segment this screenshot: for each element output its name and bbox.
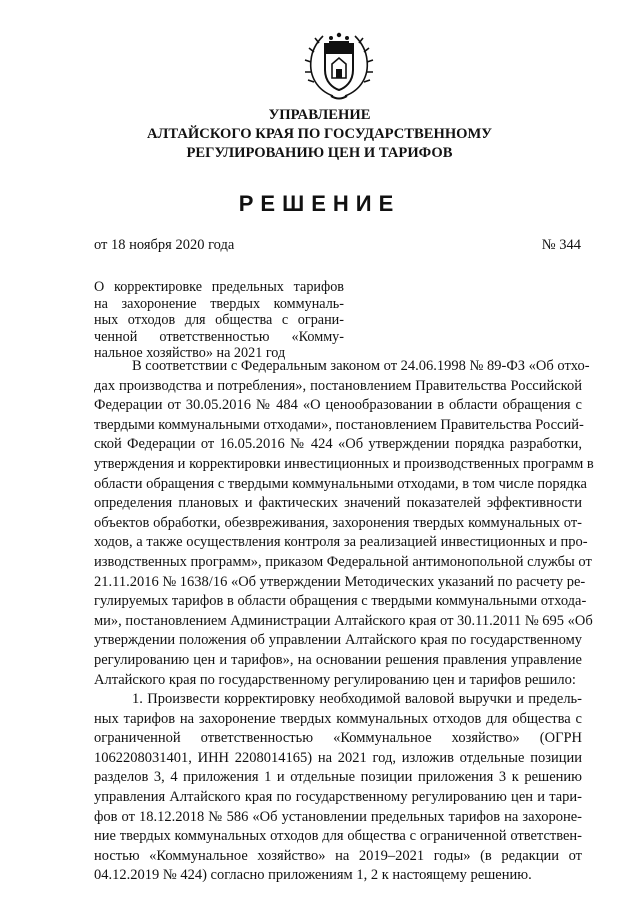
text-line: утверждения и корректировки инвестиционных и производственных программ в	[94, 455, 594, 472]
text-line: 1. Произвести корректировку необходимой валовой выручки и предель-	[132, 691, 582, 708]
text-line: ской Федерации от 16.05.2016 № 424 «Об утверждении порядка разработки,	[94, 436, 582, 453]
text-line: утверждении положения об управлении Алтайского края по государственному	[94, 632, 582, 649]
text-line: Федерации от 30.05.2016 № 484 «О ценообразовании в области обращения с	[94, 397, 582, 414]
text-line: ние твердых коммунальных отходов для общества с ограниченной ответствен-	[94, 828, 582, 845]
altai-krai-coat-of-arms-icon	[303, 26, 375, 102]
document-date: от 18 ноября 2020 года	[94, 237, 235, 253]
text-line: ми», постановлением Администрации Алтайского края от 30.11.2011 № 695 «Об	[94, 612, 593, 629]
text-line: 04.12.2019 № 424) согласно приложениям 1, 2 к настоящему решению.	[94, 867, 532, 884]
subject-line: ченной ответственностью «Комму-	[94, 328, 344, 345]
document-subject	[94, 279, 344, 362]
text-line: Алтайского края по государственному регулированию цен и тарифов решило:	[94, 671, 576, 688]
text-line: твердыми коммунальными отходами», постановлением Правительства Россий-	[94, 416, 584, 433]
decision-item-1	[94, 690, 582, 886]
document-number: № 344	[541, 237, 581, 253]
subject-line: ных отходов для общества с ограни-	[94, 312, 344, 328]
preamble-paragraph	[94, 357, 594, 690]
text-line: области обращения с твердыми коммунальными отходами, в том числе порядка	[94, 475, 587, 492]
text-line: ограниченной ответственностью «Коммунальное хозяйство» (ОГРН	[94, 730, 582, 747]
text-line: 1062208031401, ИНН 2208014165) на 2021 год, изложив отдельные позиции	[94, 749, 582, 766]
agency-line: УПРАВЛЕНИЕ	[268, 107, 371, 123]
text-line: объектов обработки, обезвреживания, захоронения твердых коммунальных от-	[94, 514, 582, 531]
document-type-title: РЕШЕНИЕ	[238, 191, 401, 216]
text-line: ходов, а также осуществления контроля за реализацией инвестиционных и про-	[94, 534, 588, 551]
subject-line: нальное хозяйство» на 2021 год	[94, 345, 286, 361]
text-line: определения плановых и фактических значений показателей эффективности	[94, 495, 582, 512]
text-line: регулированию цен и тарифов», на основании решения правления управление	[94, 651, 582, 668]
text-line: управления Алтайского края по государственному регулированию цен и тари-	[94, 789, 582, 806]
text-line: 21.11.2016 № 1638/16 «Об утверждении Методических указаний по расчету ре-	[94, 573, 586, 590]
text-line: разделов 3, 4 приложения 1 и отдельные позиции приложения 3 к решению	[94, 769, 582, 786]
text-line: дах производства и потребления», постановлением Правительства Российской	[94, 377, 582, 394]
text-line: ных тарифов на захоронение твердых коммунальных отходов для общества с	[94, 710, 582, 727]
text-line: изводственных программ», приказом Федеральной антимонопольной службы от	[94, 553, 592, 570]
text-line: гулируемых тарифов в области обращения с твердыми коммунальными отхода-	[94, 593, 587, 610]
agency-name	[0, 106, 639, 163]
subject-line: О корректировке предельных тарифов	[94, 279, 344, 295]
subject-line: на захоронение твердых коммуналь-	[94, 295, 344, 312]
text-line: ностью «Коммунальное хозяйство» на 2019–2021 годы» (в редакции от	[94, 847, 582, 864]
agency-line: РЕГУЛИРОВАНИЮ ЦЕН И ТАРИФОВ	[186, 145, 453, 161]
agency-line: АЛТАЙСКОГО КРАЯ ПО ГОСУДАРСТВЕННОМУ	[146, 126, 493, 142]
text-line: В соответствии с Федеральным законом от 24.06.1998 № 89-ФЗ «Об отхо-	[132, 358, 590, 374]
document-body	[94, 357, 594, 886]
text-line: фов от 18.12.2018 № 586 «Об установлении предельных тарифов на захороне-	[94, 808, 582, 825]
